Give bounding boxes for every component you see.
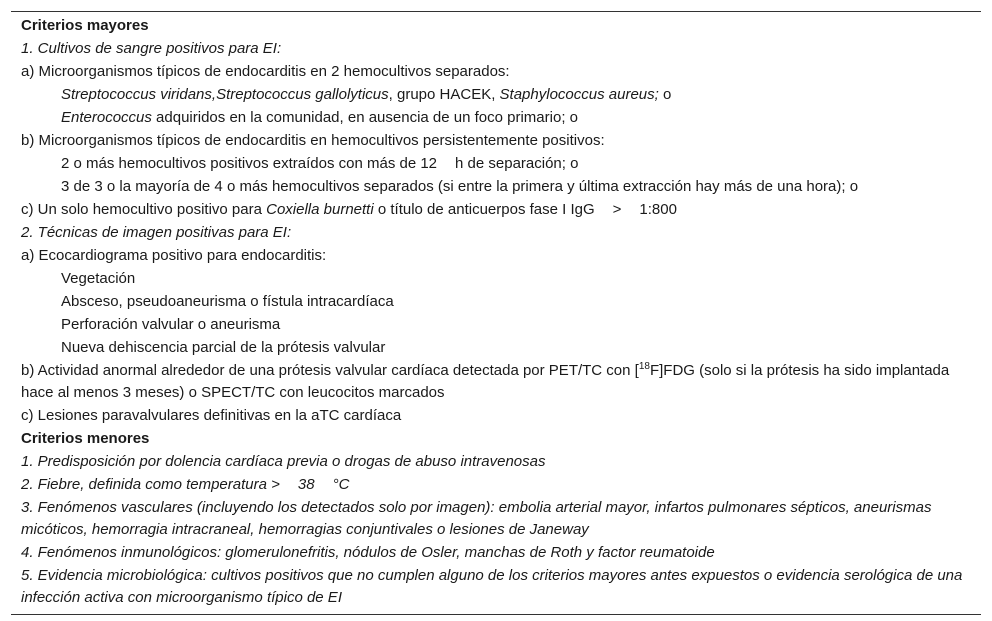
major-criterion-2-title: 2. Técnicas de imagen positivas para EI: (21, 224, 292, 241)
text: c) Un solo hemocultivo positivo para (21, 201, 267, 218)
organism-list: Streptococcus viridans,Streptococcus gallolyticus (61, 86, 389, 103)
criterion-1c (11, 198, 981, 221)
organism-enterococcus: Enterococcus (61, 109, 152, 126)
text: 2. Fiebre, definida como temperatura > (21, 476, 280, 493)
criterion-2b (11, 359, 981, 404)
temperature-value: 38 (297, 476, 315, 493)
text: o título de anticuerpos fase I IgG (373, 201, 595, 218)
criterion-2a-item: Absceso, pseudoaneurisma o fístula intracardíaca (61, 293, 394, 310)
minor-criteria-heading: Criterios menores (21, 430, 150, 447)
criterion-2c: c) Lesiones paravalvulares definitivas en la aTC cardíaca (21, 407, 402, 424)
text: o (658, 86, 672, 103)
minor-criterion-1: 1. Predisposición por dolencia cardíaca previa o drogas de abuso intravenosas (21, 453, 546, 470)
temperature-unit: °C (332, 476, 350, 493)
minor-criterion-5: 5. Evidencia microbiológica: cultivos positivos que no cumplen alguno de los criterios mayores antes expuestos o evidencia serológica de una infección activa con microorganismo típico de EI (21, 567, 963, 606)
text: , grupo HACEK, (388, 86, 500, 103)
isotope-superscript: 18 (638, 361, 650, 372)
major-criteria-heading: Criterios mayores (21, 17, 149, 34)
text: F]FDG (solo si la prótesis ha sido implantada hace al menos 3 meses) o SPECT/TC con leucocitos marcados (21, 362, 950, 401)
titer-value: 1:800 (639, 201, 677, 218)
text: h de separación; o (455, 155, 579, 172)
criterion-2a: a) Ecocardiograma positivo para endocarditis: (21, 247, 327, 264)
minor-criterion-4: 4. Fenómenos inmunológicos: glomerulonefritis, nódulos de Osler, manchas de Roth y factor reumatoide (21, 544, 715, 561)
criterion-2a-item: Nueva dehiscencia parcial de la prótesis valvular (61, 339, 386, 356)
criterion-1a-item-1 (11, 83, 981, 106)
organism-coxiella: Coxiella burnetti (266, 201, 374, 218)
criterion-1b-item-1 (11, 152, 981, 175)
criterion-1b-item-2: 3 de 3 o la mayoría de 4 o más hemocultivos separados (si entre la primera y última extracción hay más de una hora); o (61, 178, 859, 195)
minor-criterion-2 (11, 473, 981, 496)
criterion-2a-item: Vegetación (61, 270, 136, 287)
text: 2 o más hemocultivos positivos extraídos con más de 12 (61, 155, 438, 172)
organism-staph: Staphylococcus aureus; (499, 86, 659, 103)
major-criterion-1-title: 1. Cultivos de sangre positivos para EI: (21, 40, 282, 57)
text: b) Actividad anormal alrededor de una prótesis valvular cardíaca detectada por PET/TC con [ (21, 362, 639, 379)
criterion-2a-item: Perforación valvular o aneurisma (61, 316, 281, 333)
criterion-1a-item-2 (11, 106, 981, 129)
text: adquiridos en la comunidad, en ausencia de un foco primario; o (151, 109, 578, 126)
operator: > (612, 201, 622, 218)
criteria-table (11, 11, 981, 615)
criterion-1a: a) Microorganismos típicos de endocarditis en 2 hemocultivos separados: (21, 63, 510, 80)
minor-criterion-3: 3. Fenómenos vasculares (incluyendo los detectados solo por imagen): embolia arterial mayor, infartos pulmonares sépticos, aneurismas micóticos, hemorragia intracraneal, hemorragias conjuntivales o lesiones de Janeway (21, 499, 932, 538)
criterion-1b: b) Microorganismos típicos de endocarditis en hemocultivos persistentemente positivos: (21, 132, 605, 149)
